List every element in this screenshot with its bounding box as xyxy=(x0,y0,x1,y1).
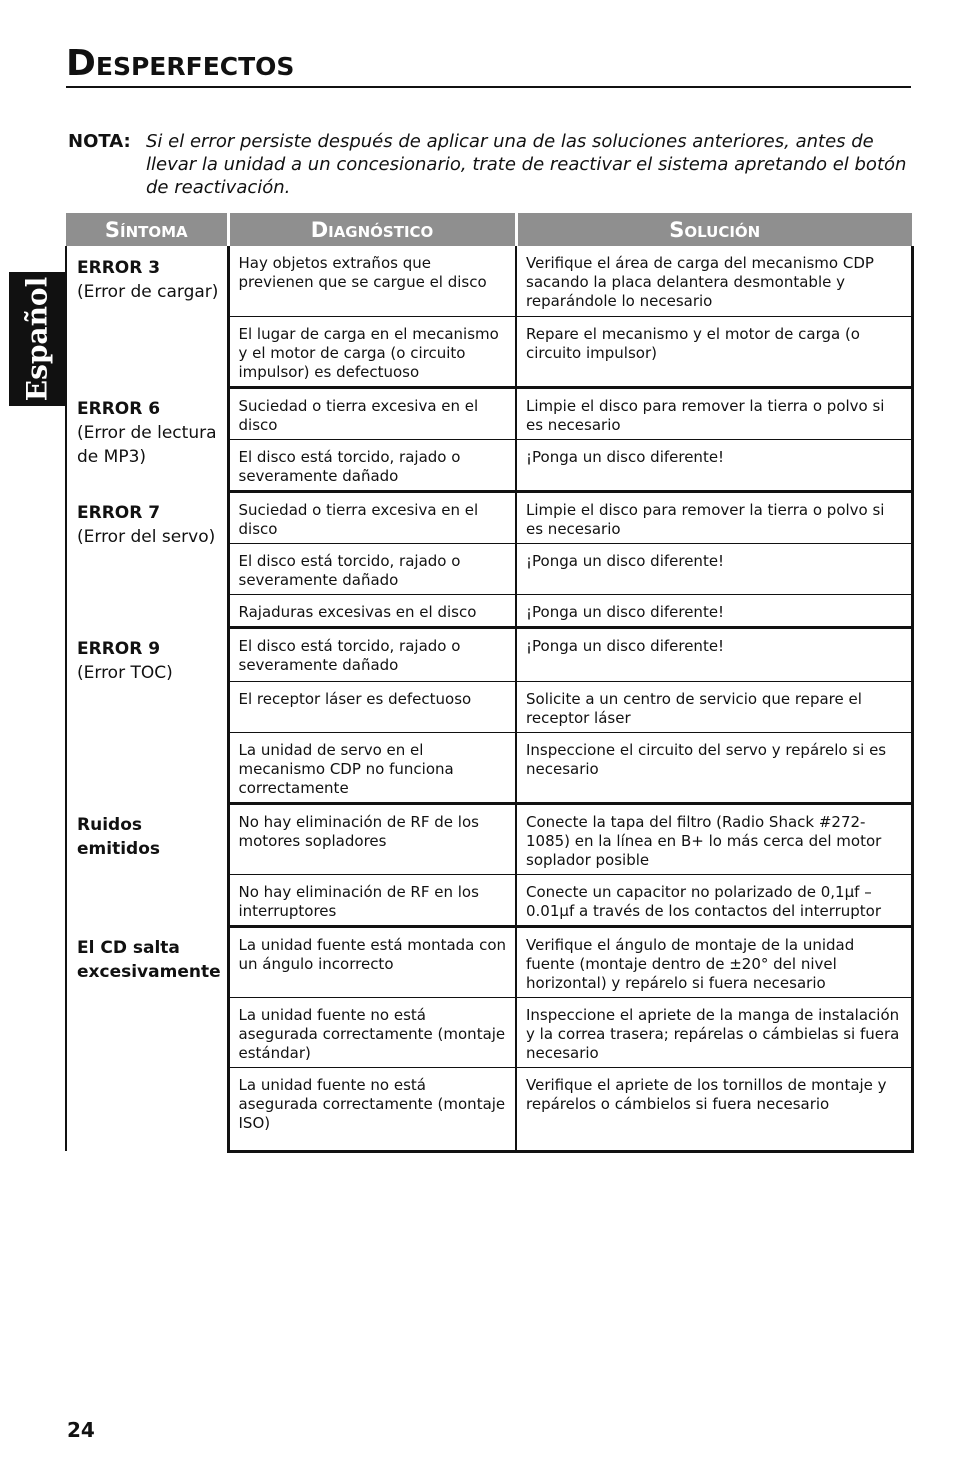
diagnosis-cell: La unidad de servo en el mecanismo CDP no funciona correctamente xyxy=(228,732,516,803)
diagnosis-cell: Suciedad o tierra excesiva en el disco xyxy=(228,387,516,439)
table-row xyxy=(66,926,912,997)
symptom-cell xyxy=(66,387,228,491)
solution-cell: ¡Ponga un disco diferente! xyxy=(516,543,912,594)
table-header-row xyxy=(66,213,912,246)
solution-cell: Conecte la tapa del filtro (Radio Shack #272-1085) en la línea en B+ lo más cerca del motor soplador posible xyxy=(516,803,912,874)
table-row xyxy=(66,246,912,316)
diagnosis-cell: No hay eliminación de RF de los motores sopladores xyxy=(228,803,516,874)
diagnosis-cell: La unidad fuente no está asegurada correctamente (montaje estándar) xyxy=(228,997,516,1067)
diagnosis-cell: El receptor láser es defectuoso xyxy=(228,681,516,732)
symptom-code: ERROR 3 xyxy=(77,258,161,278)
diagnosis-cell: El lugar de carga en el mecanismo y el motor de carga (o circuito impulsor) es defectuoso xyxy=(228,316,516,387)
symptom-cell xyxy=(66,491,228,627)
symptom-cell xyxy=(66,246,228,387)
page-title: Desperfectos xyxy=(66,44,911,88)
solution-cell: Verifique el área de carga del mecanismo CDP sacando la placa delantera desmontable y reparándole lo necesario xyxy=(516,246,912,316)
page-number: 24 xyxy=(67,1418,95,1442)
header-diagnosis: Diagnóstico xyxy=(228,213,516,246)
symptom-code: ERROR 6 xyxy=(77,399,161,419)
symptom-code: ERROR 9 xyxy=(77,639,161,659)
solution-cell: Verifique el ángulo de montaje de la unidad fuente (montaje dentro de ±20° del nivel horizontal) y repárelo si fuera necesario xyxy=(516,926,912,997)
solution-cell: Limpie el disco para remover la tierra o polvo si es necesario xyxy=(516,387,912,439)
table-row xyxy=(66,803,912,874)
symptom-code: ERROR 7 xyxy=(77,503,161,523)
solution-cell: Limpie el disco para remover la tierra o polvo si es necesario xyxy=(516,491,912,543)
language-tab-label: Español xyxy=(20,276,54,402)
solution-cell: Repare el mecanismo y el motor de carga (o circuito impulsor) xyxy=(516,316,912,387)
note-text: Si el error persiste después de aplicar una de las soluciones anteriores, antes de llevar la unidad a un concesionario, trate de reactivar el sistema apretando el botón de reactivación. xyxy=(146,131,907,198)
solution-cell: Inspeccione el apriete de la manga de instalación y la correa trasera; repárelas o cámbielas si fuera necesario xyxy=(516,997,912,1067)
diagnosis-cell: El disco está torcido, rajado o severamente dañado xyxy=(228,627,516,681)
note-label: NOTA: xyxy=(68,131,131,152)
solution-cell: Solicite a un centro de servicio que repare el receptor láser xyxy=(516,681,912,732)
diagnosis-cell: Hay objetos extraños que previenen que se cargue el disco xyxy=(228,246,516,316)
diagnosis-cell: Rajaduras excesivas en el disco xyxy=(228,594,516,627)
diagnosis-cell: Suciedad o tierra excesiva en el disco xyxy=(228,491,516,543)
solution-cell: Verifique el apriete de los tornillos de montaje y repárelos o cámbielos si fuera necesario xyxy=(516,1067,912,1151)
table-row xyxy=(66,387,912,439)
symptom-detail: (Error del servo) xyxy=(77,527,216,547)
symptom-cell xyxy=(66,926,228,1151)
language-tab xyxy=(9,272,65,406)
table-row xyxy=(66,627,912,681)
header-symptom: Síntoma xyxy=(66,213,228,246)
diagnosis-cell: El disco está torcido, rajado o severamente dañado xyxy=(228,543,516,594)
diagnosis-cell: La unidad fuente está montada con un ángulo incorrecto xyxy=(228,926,516,997)
solution-cell: ¡Ponga un disco diferente! xyxy=(516,594,912,627)
troubleshooting-table xyxy=(65,213,914,1153)
header-solution: Solución xyxy=(516,213,912,246)
solution-cell: ¡Ponga un disco diferente! xyxy=(516,439,912,491)
symptom-detail: (Error de lectura de MP3) xyxy=(77,423,217,467)
symptom-cell xyxy=(66,627,228,803)
symptom-detail: (Error TOC) xyxy=(77,663,173,683)
solution-cell: ¡Ponga un disco diferente! xyxy=(516,627,912,681)
table-row xyxy=(66,491,912,543)
diagnosis-cell: La unidad fuente no está asegurada correctamente (montaje ISO) xyxy=(228,1067,516,1151)
symptom-code: El CD salta excesivamente xyxy=(77,938,221,982)
symptom-detail: (Error de cargar) xyxy=(77,282,219,302)
symptom-code: Ruidos emitidos xyxy=(77,815,160,859)
solution-cell: Inspeccione el circuito del servo y repárelo si es necesario xyxy=(516,732,912,803)
diagnosis-cell: No hay eliminación de RF en los interruptores xyxy=(228,874,516,926)
solution-cell: Conecte un capacitor no polarizado de 0,1µf – 0.01µf a través de los contactos del interruptor xyxy=(516,874,912,926)
symptom-cell xyxy=(66,803,228,926)
diagnosis-cell: El disco está torcido, rajado o severamente dañado xyxy=(228,439,516,491)
